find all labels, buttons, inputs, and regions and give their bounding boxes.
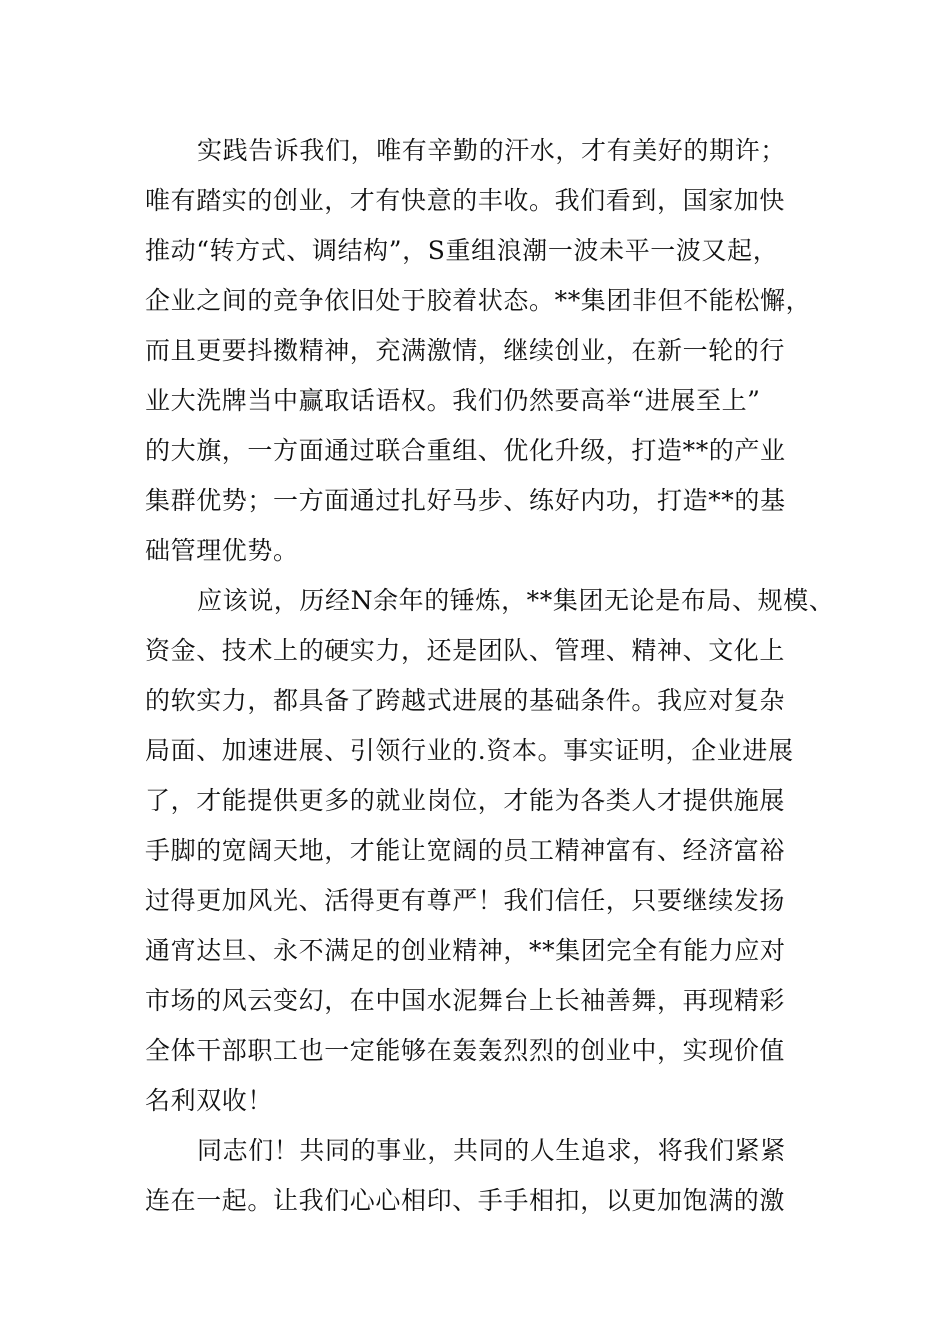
paragraph-line: 应该说，历经N余年的锤炼，**集团无论是布局、规模、 <box>197 586 835 615</box>
paragraph-line: 市场的风云变幻，在中国水泥舞台上长袖善舞，再现精彩 <box>145 986 786 1015</box>
paragraph-line: 局面、加速进展、引领行业的.资本。事实证明，企业进展 <box>145 736 794 765</box>
paragraph-line: 的大旗，一方面通过联合重组、优化升级，打造**的产业 <box>145 436 786 465</box>
paragraph-line: 连在一起。让我们心心相印、手手相扣，以更加饱满的激 <box>145 1186 786 1215</box>
paragraph-line: 集群优势；一方面通过扎好马步、练好内功，打造**的基 <box>145 486 786 515</box>
paragraph-line: 础管理优势。 <box>145 536 299 565</box>
paragraph-line: 推动“转方式、调结构”，S重组浪潮一波未平一波又起， <box>145 236 779 265</box>
paragraph-2 <box>145 576 835 1126</box>
paragraph-line: 唯有踏实的创业，才有快意的丰收。我们看到，国家加快 <box>145 186 786 215</box>
paragraph-line: 业大洗牌当中赢取话语权。我们仍然要高举“进展至上” <box>145 386 761 415</box>
paragraph-line: 了，才能提供更多的就业岗位，才能为各类人才提供施展 <box>145 786 786 815</box>
paragraph-line: 而且更要抖擞精神，充满激情，继续创业，在新一轮的行 <box>145 336 786 365</box>
paragraph-line: 同志们！共同的事业，共同的人生追求，将我们紧紧 <box>197 1136 786 1165</box>
document-page <box>145 126 835 1226</box>
paragraph-1 <box>145 126 810 576</box>
paragraph-line: 的软实力，都具备了跨越式进展的基础条件。我应对复杂 <box>145 686 786 715</box>
paragraph-line: 过得更加风光、活得更有尊严！我们信任，只要继续发扬 <box>145 886 786 915</box>
paragraph-3 <box>145 1126 810 1226</box>
paragraph-line: 名利双收！ <box>145 1086 274 1115</box>
paragraph-line: 全体干部职工也一定能够在轰轰烈烈的创业中，实现价值 <box>145 1036 786 1065</box>
paragraph-line: 实践告诉我们，唯有辛勤的汗水，才有美好的期许； <box>197 136 786 165</box>
paragraph-line: 手脚的宽阔天地，才能让宽阔的员工精神富有、经济富裕 <box>145 836 786 865</box>
paragraph-line: 通宵达旦、永不满足的创业精神，**集团完全有能力应对 <box>145 936 786 965</box>
paragraph-line: 资金、技术上的硬实力，还是团队、管理、精神、文化上 <box>145 636 786 665</box>
paragraph-line: 企业之间的竞争依旧处于胶着状态。**集团非但不能松懈， <box>145 286 812 315</box>
